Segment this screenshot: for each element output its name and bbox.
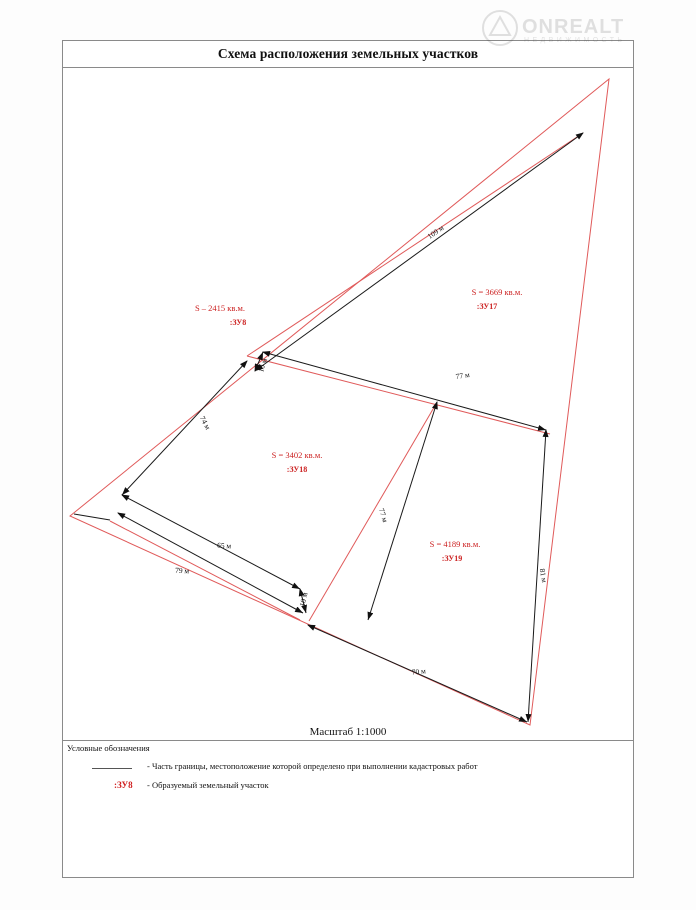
dimension-label: 109 м bbox=[425, 223, 446, 241]
watermark-brand: ONREALT bbox=[522, 16, 625, 38]
scale-label: Масштаб 1:1000 bbox=[309, 726, 387, 738]
dimension-label: 65 м bbox=[216, 540, 232, 551]
parcel-id-sample: :ЗУ8 bbox=[114, 780, 133, 790]
parcel-id-label: :ЗУ17 bbox=[476, 302, 498, 311]
legend bbox=[62, 740, 634, 800]
dimension-label: 77 м bbox=[376, 507, 390, 524]
parcel-area-label: S = 3669 кв.м. bbox=[471, 287, 523, 297]
page-title: Схема расположения земельных участков bbox=[217, 45, 479, 61]
dimension-label: 10 м bbox=[256, 357, 270, 374]
dimension-label: 10 м bbox=[297, 591, 310, 608]
dimension-label: 70 м bbox=[411, 666, 427, 677]
parcel-id-label: :ЗУ8 bbox=[229, 318, 247, 327]
dimension-label: 77 м bbox=[455, 370, 471, 381]
dimension-label: 81 м bbox=[537, 567, 550, 584]
legend-item-parcel bbox=[92, 780, 632, 794]
boundary-line-sample-icon bbox=[92, 768, 132, 769]
legend-item-boundary bbox=[92, 761, 632, 775]
diagram-title-bar bbox=[62, 40, 634, 68]
parcel-id-label: :ЗУ19 bbox=[441, 554, 463, 563]
scale-row bbox=[62, 722, 634, 742]
parcel-area-label: S – 2415 кв.м. bbox=[194, 303, 246, 313]
parcel-id-label: :ЗУ18 bbox=[286, 465, 308, 474]
legend-item-text: - Часть границы, местоположение которой определено при выполнении кадастровых работ bbox=[147, 761, 478, 771]
parcel-area-label: S = 3402 кв.м. bbox=[271, 450, 323, 460]
dimension-label: 79 м bbox=[174, 565, 190, 576]
legend-item-text: - Образуемый земельный участок bbox=[147, 780, 269, 790]
legend-heading: Условные обозначения bbox=[67, 743, 150, 753]
dimension-label: 74 м bbox=[197, 414, 213, 432]
parcel-area-label: S = 4189 кв.м. bbox=[429, 539, 481, 549]
